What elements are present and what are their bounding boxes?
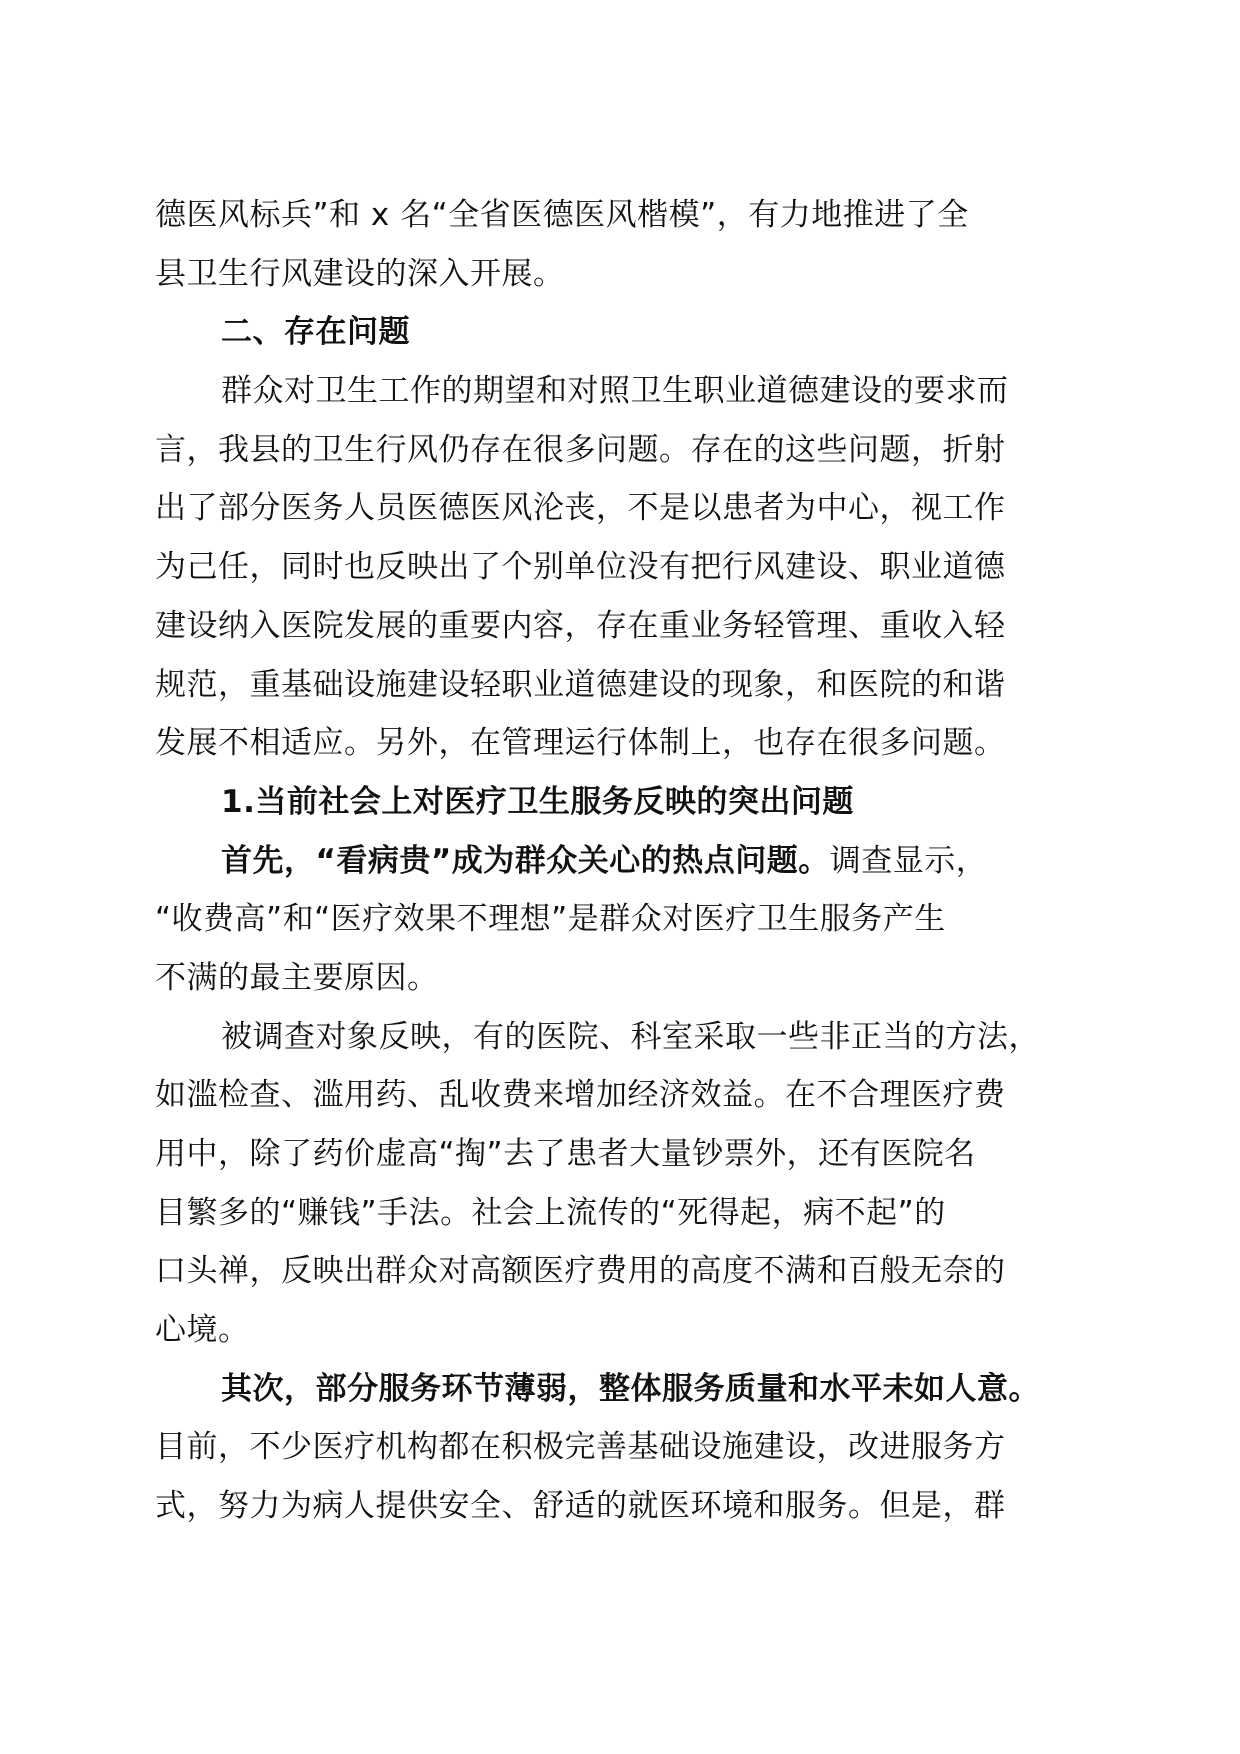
line-text: 被调查对象反映，有的医院、科室采取一些非正当的方法， xyxy=(221,1018,1040,1055)
line-text: 二、存在问题 xyxy=(221,314,410,351)
line-text: 口头禅，反映出群众对高额医疗费用的高度不满和百般无奈的 xyxy=(155,1253,1006,1290)
text-line xyxy=(155,949,1085,1008)
document-page xyxy=(155,186,1085,1536)
text-line xyxy=(155,479,1085,538)
line-text: 如滥检查、滥用药、乱收费来增加经济效益。在不合理医疗费 xyxy=(155,1077,1006,1114)
line-text: 1.当前社会上对医疗卫生服务反映的突出问题 xyxy=(221,783,854,820)
line-text: 其次，部分服务环节薄弱，整体服务质量和水平未如人意。 xyxy=(221,1370,1040,1407)
text-line xyxy=(155,186,1085,245)
text-line xyxy=(155,1477,1085,1536)
line-text: 县卫生行风建设的深入开展。 xyxy=(155,255,565,292)
line-text: 言，我县的卫生行风仍存在很多问题。存在的这些问题，折射 xyxy=(155,431,1006,468)
line-text: 目繁多的“赚钱”手法。社会上流传的“死得起，病不起”的 xyxy=(155,1194,946,1231)
line-text: 调查显示， xyxy=(829,842,988,879)
text-line xyxy=(155,1066,1085,1125)
line-text: 目前，不少医疗机构都在积极完善基础设施建设，改进服务方 xyxy=(155,1429,1006,1466)
text-line xyxy=(155,714,1085,773)
line-text: 为己任，同时也反映出了个别单位没有把行风建设、职业道德 xyxy=(155,549,1006,586)
text-line xyxy=(155,1360,1085,1419)
text-line xyxy=(155,773,1085,832)
text-line xyxy=(155,1418,1085,1477)
text-line xyxy=(155,1125,1085,1184)
text-line xyxy=(155,245,1085,304)
line-text: 发展不相适应。另外，在管理运行体制上，也存在很多问题。 xyxy=(155,725,1006,762)
line-text: 出了部分医务人员医德医风沦丧，不是以患者为中心，视工作 xyxy=(155,490,1006,527)
line-text: 德医风标兵”和 x 名“全省医德医风楷模”，有力地推进了全 xyxy=(155,197,969,233)
bold-lead-text: 首先，“看病贵”成为群众关心的热点问题。 xyxy=(221,842,830,879)
text-line xyxy=(155,538,1085,597)
text-line xyxy=(155,597,1085,656)
text-line xyxy=(155,656,1085,715)
text-line xyxy=(155,890,1085,949)
text-line xyxy=(155,1301,1085,1360)
text-line xyxy=(155,832,1085,891)
text-line xyxy=(155,1008,1085,1067)
line-text: 建设纳入医院发展的重要内容，存在重业务轻管理、重收入轻 xyxy=(155,607,1006,644)
text-line xyxy=(155,1242,1085,1301)
line-text: 不满的最主要原因。 xyxy=(155,959,439,996)
line-text: “收费高”和“医疗效果不理想”是群众对医疗卫生服务产生 xyxy=(155,901,946,938)
line-text: 规范，重基础设施建设轻职业道德建设的现象，和医院的和谐 xyxy=(155,666,1006,703)
text-line xyxy=(155,1184,1085,1243)
line-text: 式，努力为病人提供安全、舒适的就医环境和服务。但是，群 xyxy=(155,1488,1006,1525)
line-text: 用中，除了药价虚高“掏”去了患者大量钞票外，还有医院名 xyxy=(155,1136,976,1172)
line-text: 心境。 xyxy=(155,1312,250,1349)
line-text: 群众对卫生工作的期望和对照卫生职业道德建设的要求而 xyxy=(221,373,1009,410)
text-line xyxy=(155,421,1085,480)
text-line xyxy=(155,303,1085,362)
text-line xyxy=(155,362,1085,421)
